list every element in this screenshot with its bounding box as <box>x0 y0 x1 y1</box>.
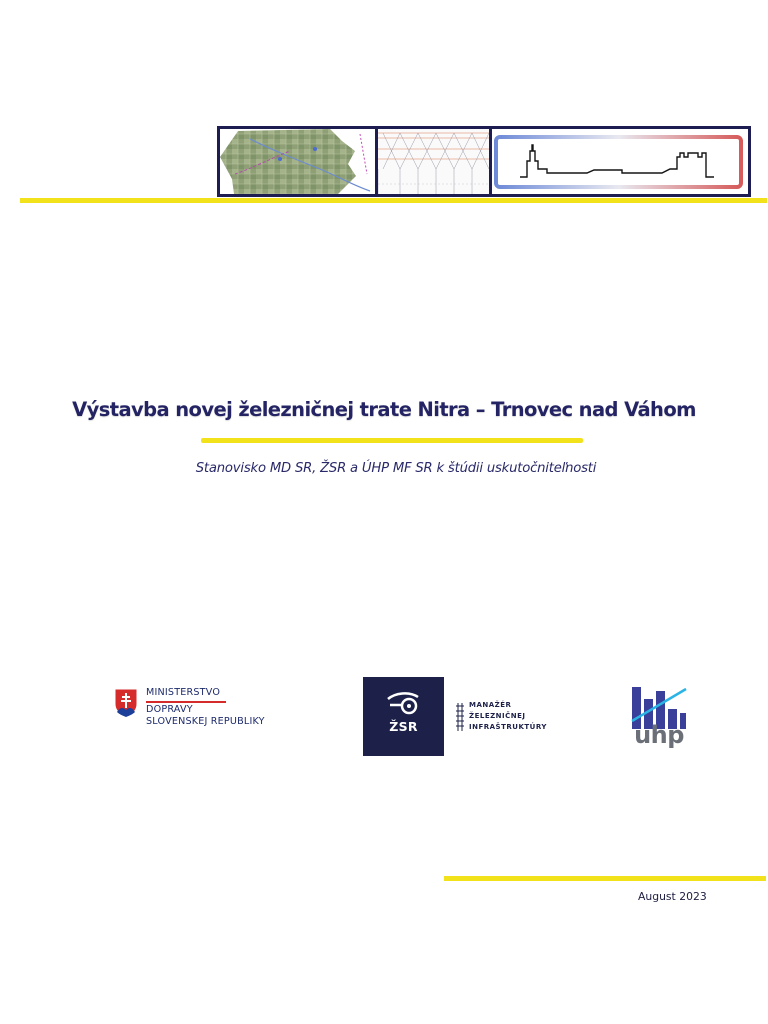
zsr-descriptor-line3: INFRAŠTRUKTÚRY <box>469 723 547 731</box>
zsr-wordmark: ŽSR <box>389 719 418 734</box>
document-title: Výstavba novej železničnej trate Nitra – Trnovec nad Váhom <box>72 398 696 421</box>
zsr-descriptor-line1: MANAŽÉR <box>469 701 512 709</box>
document-date: August 2023 <box>638 890 707 903</box>
uhp-logo <box>629 685 689 757</box>
skyline-image <box>492 129 748 194</box>
title-underline <box>201 438 583 443</box>
rail-track-icon <box>455 703 465 731</box>
ministry-underline <box>146 701 226 703</box>
zsr-descriptor-line2: ŽELEZNIČNEJ <box>469 712 526 720</box>
map-image <box>220 129 378 194</box>
document-subtitle: Stanovisko MD SR, ŽSR a ÚHP MF SR k štúdii uskutočniteľnosti <box>195 461 597 476</box>
track-drawing-image <box>378 129 492 194</box>
header-banner <box>217 126 751 197</box>
header-divider <box>20 198 767 203</box>
zsr-wheel-icon <box>385 691 423 717</box>
ministry-name-line1: MINISTERSTVO <box>146 687 221 698</box>
ministry-name-line3: SLOVENSKEJ REPUBLIKY <box>146 716 265 727</box>
ministry-logo <box>114 686 284 726</box>
zsr-logo <box>363 677 444 756</box>
ministry-name-line2: DOPRAVY <box>146 704 193 715</box>
zsr-descriptor <box>455 701 555 733</box>
slovak-coat-of-arms-icon <box>114 688 138 718</box>
uhp-wordmark: uhp <box>634 721 684 749</box>
footer-divider <box>444 876 766 881</box>
